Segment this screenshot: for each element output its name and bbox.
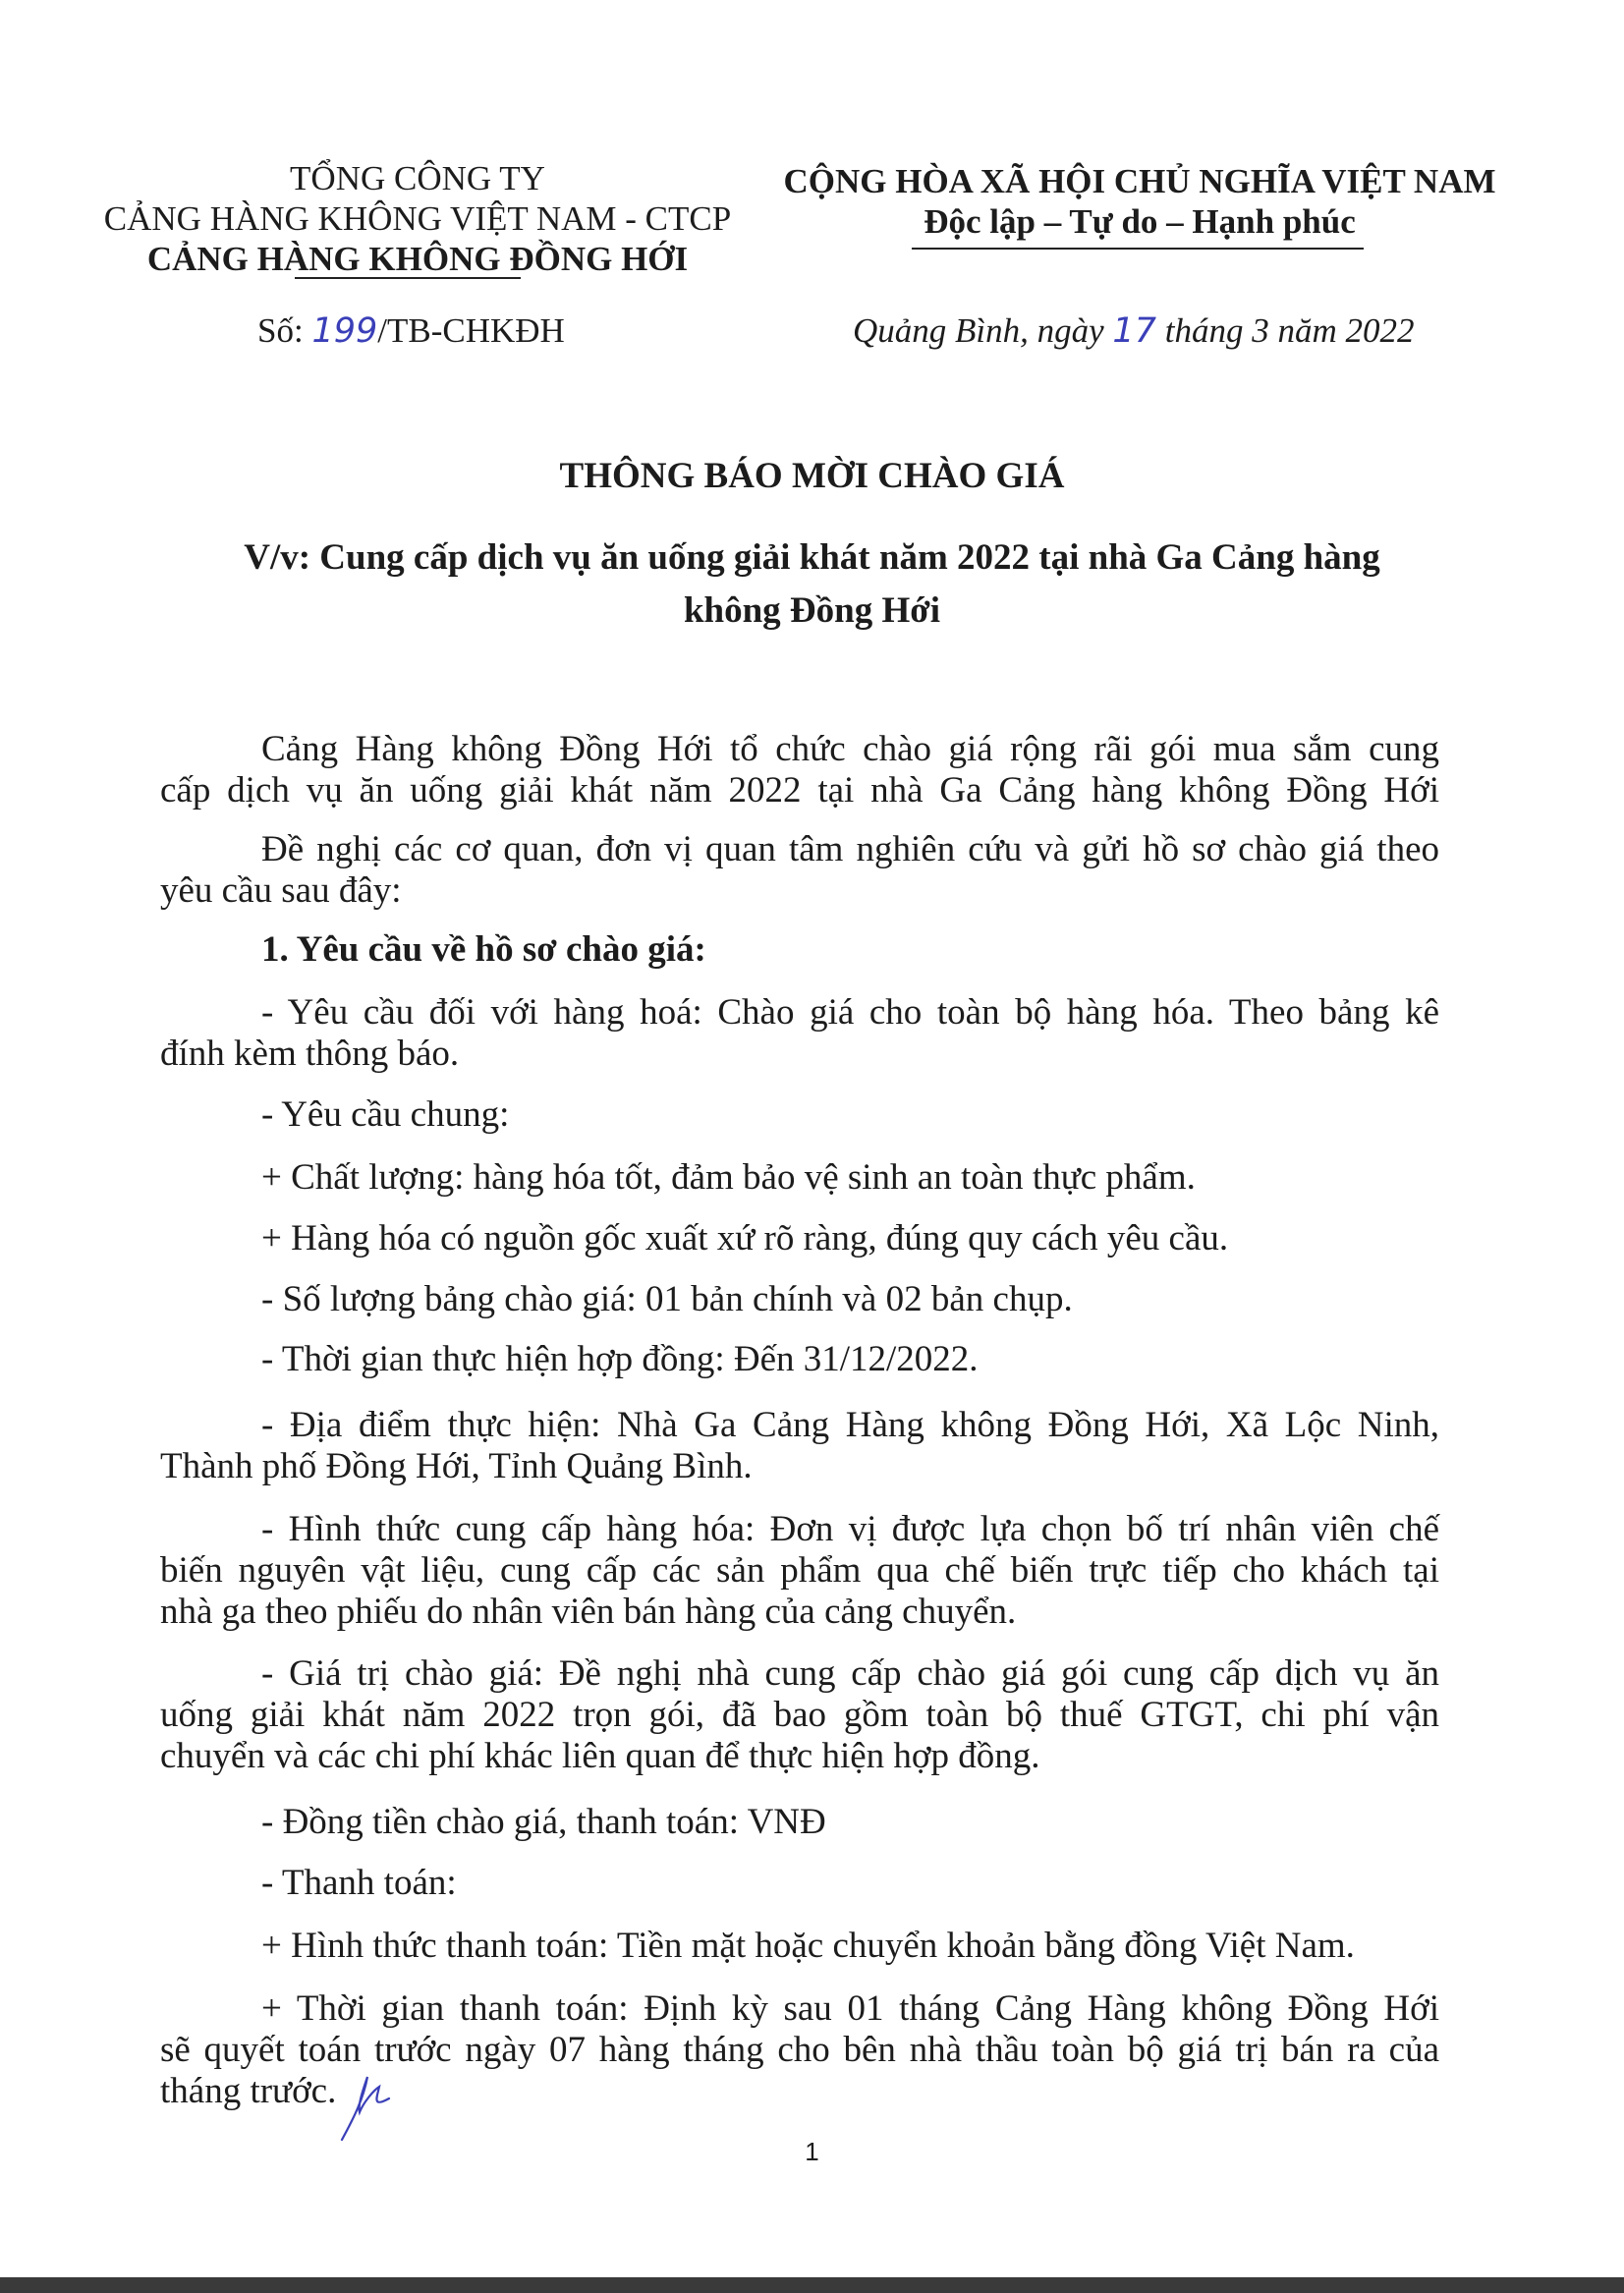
motto-underline <box>912 248 1364 250</box>
org-corporation-name: CẢNG HÀNG KHÔNG VIỆT NAM - CTCP <box>103 199 732 238</box>
copies-requirement: - Số lượng bảng chào giá: 01 bản chính và 02 bản chụp. <box>261 1279 1073 1319</box>
org-unit-name: CẢNG HÀNG KHÔNG ĐỒNG HỚI <box>146 240 689 278</box>
section1-heading: 1. Yêu cầu về hồ sơ chào giá: <box>261 929 706 970</box>
date-suffix: tháng 3 năm 2022 <box>1155 311 1415 350</box>
offer-value-line3: chuyển và các chi phí khác liên quan để thực hiện hợp đồng. <box>160 1736 1040 1776</box>
date-prefix: Quảng Bình, ngày <box>853 311 1113 350</box>
supply-method-line3: nhà ga theo phiếu do nhân viên bán hàng của cảng chuyển. <box>160 1592 1017 1632</box>
supply-method-line1: - Hình thức cung cấp hàng hóa: Đơn vị được lựa chọn bố trí nhân viên chế <box>261 1509 1439 1549</box>
intro-line2: cấp dịch vụ ăn uống giải khát năm 2022 tại nhà Ga Cảng hàng không Đồng Hới <box>160 770 1439 811</box>
page-number: 1 <box>805 2137 819 2166</box>
origin-requirement: + Hàng hóa có nguồn gốc xuất xứ rõ ràng, đúng quy cách yêu cầu. <box>261 1218 1229 1258</box>
document-number-handwritten: 199 <box>311 311 378 351</box>
document-number-prefix: Số: <box>257 311 312 350</box>
nation-title: CỘNG HÒA XÃ HỘI CHỦ NGHĨA VIỆT NAM <box>783 162 1496 200</box>
payment-heading: - Thanh toán: <box>261 1863 457 1903</box>
location-line1: - Địa điểm thực hiện: Nhà Ga Cảng Hàng không Đồng Hới, Xã Lộc Ninh, <box>261 1405 1439 1445</box>
nation-motto: Độc lập – Tự do – Hạnh phúc <box>924 202 1356 241</box>
location-line2: Thành phố Đồng Hới, Tỉnh Quảng Bình. <box>160 1446 753 1486</box>
document-number-suffix: /TB-CHKĐH <box>377 311 565 350</box>
document-subject-line1: V/v: Cung cấp dịch vụ ăn uống giải khát năm 2022 tại nhà Ga Cảng hàng <box>244 537 1380 578</box>
supply-method-line2: biến nguyên vật liệu, cung cấp các sản phẩm qua chế biến trực tiếp cho khách tại <box>160 1550 1439 1591</box>
document-subject-line2: không Đồng Hới <box>683 590 941 631</box>
request-line2: yêu cầu sau đây: <box>160 870 402 911</box>
scan-bottom-edge <box>0 2277 1624 2293</box>
payment-time-line3: tháng trước. <box>160 2071 337 2111</box>
currency: - Đồng tiền chào giá, thanh toán: VNĐ <box>261 1802 826 1842</box>
goods-requirement-line2: đính kèm thông báo. <box>160 1034 460 1074</box>
document-title: THÔNG BÁO MỜI CHÀO GIÁ <box>559 456 1065 496</box>
quality-requirement: + Chất lượng: hàng hóa tốt, đảm bảo vệ sinh an toàn thực phẩm. <box>261 1157 1196 1198</box>
contract-duration: - Thời gian thực hiện hợp đồng: Đến 31/12/2022. <box>261 1339 979 1379</box>
request-line1: Đề nghị các cơ quan, đơn vị quan tâm nghiên cứu và gửi hồ sơ chào giá theo <box>261 829 1439 869</box>
offer-value-line1: - Giá trị chào giá: Đề nghị nhà cung cấp chào giá gói cung cấp dịch vụ ăn <box>261 1653 1439 1694</box>
document-date <box>853 309 1414 353</box>
goods-requirement-line1: - Yêu cầu đối với hàng hoá: Chào giá cho toàn bộ hàng hóa. Theo bảng kê <box>261 992 1439 1033</box>
payment-time-line2: sẽ quyết toán trước ngày 07 hàng tháng cho bên nhà thầu toàn bộ giá trị bán ra của <box>160 2030 1439 2070</box>
org-underline <box>295 277 521 279</box>
payment-time-line1: + Thời gian thanh toán: Định kỳ sau 01 tháng Cảng Hàng không Đồng Hới <box>261 1988 1439 2029</box>
date-day-handwritten: 17 <box>1112 311 1156 351</box>
org-parent-name: TỔNG CÔNG TY <box>290 159 545 197</box>
payment-method: + Hình thức thanh toán: Tiền mặt hoặc chuyển khoản bằng đồng Việt Nam. <box>261 1926 1355 1966</box>
general-requirement: - Yêu cầu chung: <box>261 1094 510 1135</box>
intro-line1: Cảng Hàng không Đồng Hới tổ chức chào giá rộng rãi gói mua sắm cung <box>261 729 1439 769</box>
offer-value-line2: uống giải khát năm 2022 trọn gói, đã bao gồm toàn bộ thuế GTGT, chi phí vận <box>160 1695 1439 1735</box>
document-number <box>257 309 565 353</box>
